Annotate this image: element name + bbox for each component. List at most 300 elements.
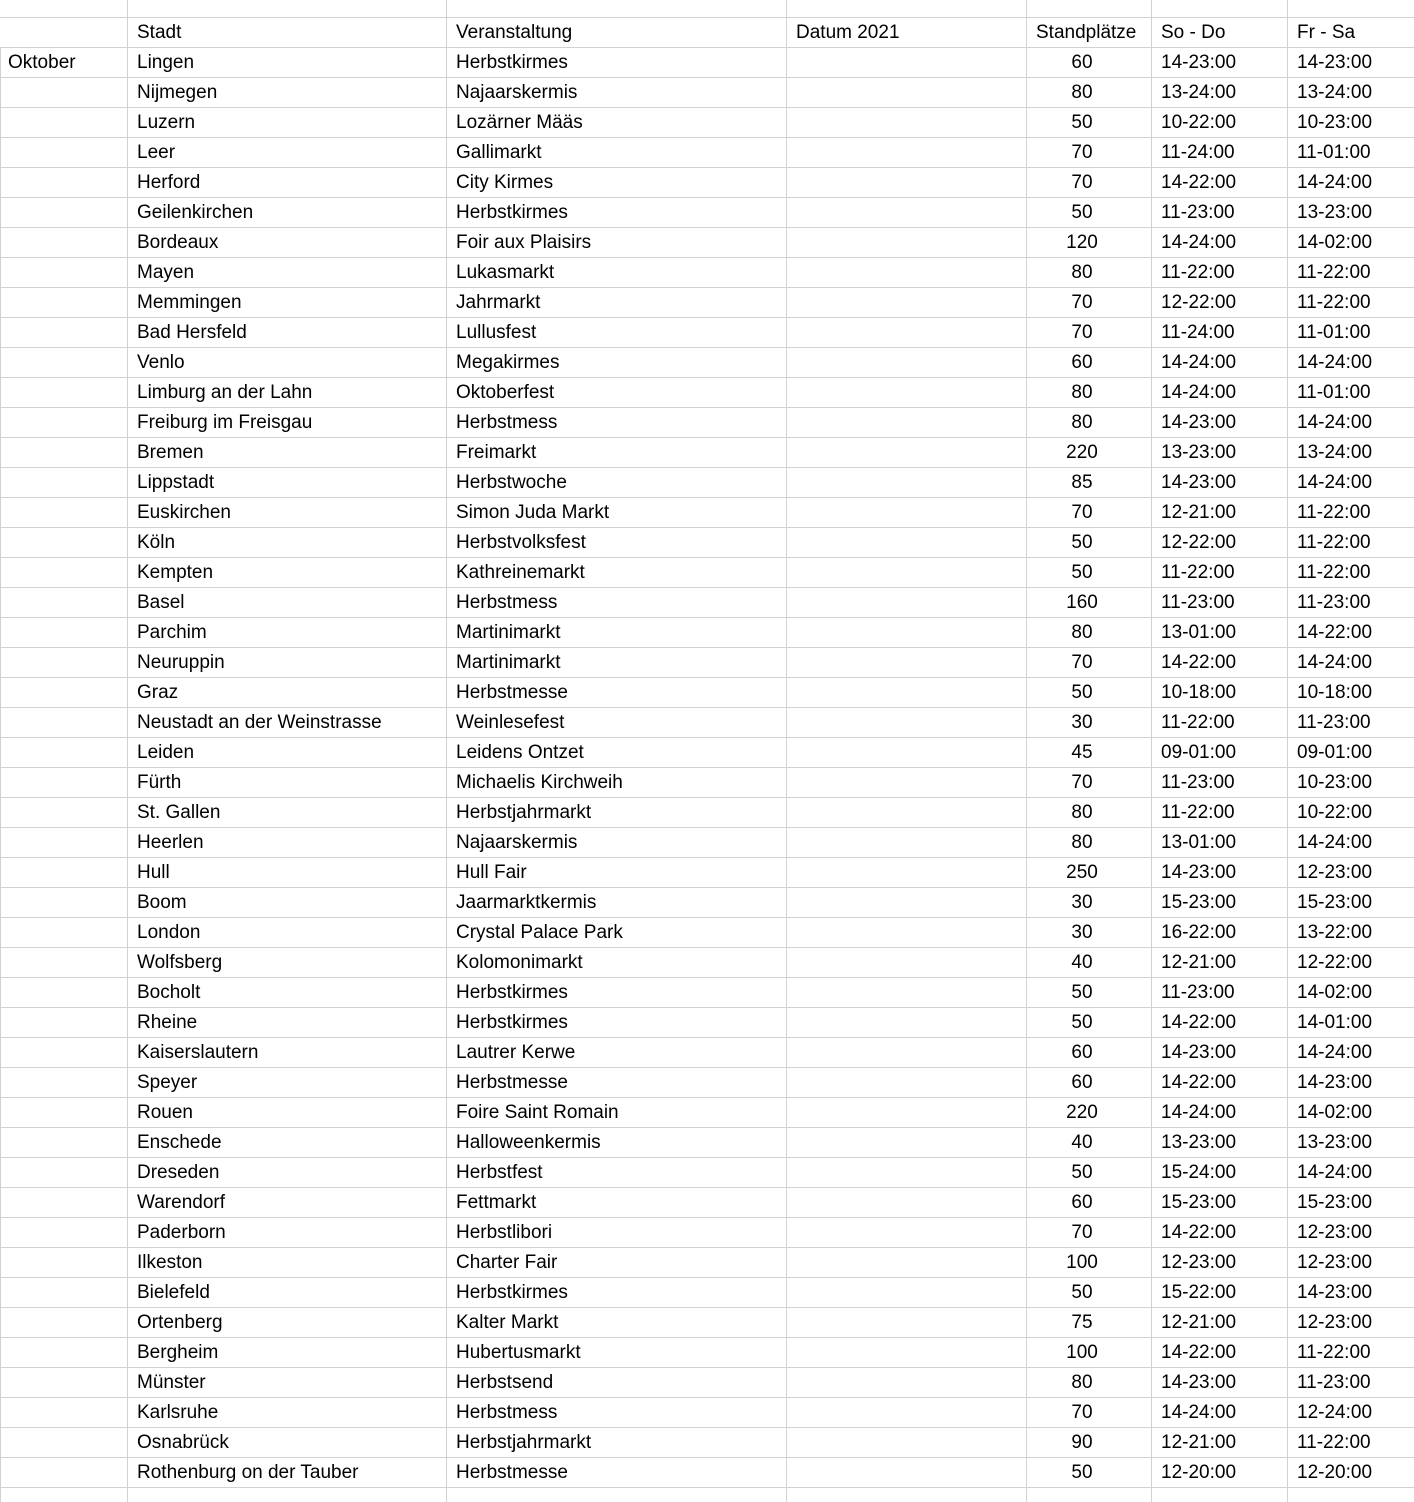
cell-standplaetze[interactable]: 80 — [1027, 798, 1152, 828]
cell-standplaetze[interactable]: 80 — [1027, 408, 1152, 438]
cell-fr-sa[interactable]: 13-23:00 — [1288, 198, 1414, 228]
cell-veranstaltung[interactable]: Herbstwoche — [447, 468, 787, 498]
cell-veranstaltung[interactable]: Simon Juda Markt — [447, 498, 787, 528]
cell-datum[interactable] — [787, 198, 1027, 228]
cell-fr-sa[interactable]: 10-22:00 — [1288, 798, 1414, 828]
cell-so-do[interactable]: 14-22:00 — [1152, 1008, 1288, 1038]
cell-veranstaltung[interactable]: Foire Saint Romain — [447, 1098, 787, 1128]
cell-stadt[interactable]: Leiden — [128, 738, 447, 768]
cell-so-do[interactable]: 11-23:00 — [1152, 768, 1288, 798]
cell-standplaetze[interactable]: 100 — [1027, 1248, 1152, 1278]
cell-so-do[interactable]: 11-23:00 — [1152, 978, 1288, 1008]
cell-month[interactable] — [0, 888, 128, 918]
cell-so-do[interactable]: 11-24:00 — [1152, 318, 1288, 348]
cell-veranstaltung[interactable]: Gallimarkt — [447, 138, 787, 168]
cell-fr-sa[interactable]: 14-24:00 — [1288, 168, 1414, 198]
cell-month[interactable] — [0, 738, 128, 768]
cell-stadt[interactable]: Münster — [128, 1368, 447, 1398]
cell-stadt[interactable]: Neuruppin — [128, 648, 447, 678]
cell-stadt[interactable]: Euskirchen — [128, 498, 447, 528]
cell-datum[interactable] — [787, 1338, 1027, 1368]
header-standplaetze[interactable]: Standplätze — [1027, 18, 1152, 48]
cell-standplaetze[interactable]: 50 — [1027, 198, 1152, 228]
cell-fr-sa[interactable]: 14-23:00 — [1288, 1278, 1414, 1308]
table-row[interactable] — [0, 738, 1414, 768]
table-row[interactable] — [0, 1398, 1414, 1428]
cell-stadt[interactable]: Leer — [128, 138, 447, 168]
cell-so-do[interactable]: 14-24:00 — [1152, 348, 1288, 378]
cell-veranstaltung[interactable]: Charter Fair — [447, 1248, 787, 1278]
cell-stadt[interactable]: Limburg an der Lahn — [128, 378, 447, 408]
cell-fr-sa[interactable]: 11-23:00 — [1288, 1368, 1414, 1398]
cell-month[interactable] — [0, 378, 128, 408]
cell-so-do[interactable]: 11-23:00 — [1152, 588, 1288, 618]
cell-month[interactable] — [0, 288, 128, 318]
cell-standplaetze[interactable]: 70 — [1027, 288, 1152, 318]
cell-month[interactable] — [0, 1098, 128, 1128]
cell-datum[interactable] — [787, 498, 1027, 528]
cell-fr-sa[interactable]: 13-23:00 — [1288, 1128, 1414, 1158]
cell-so-do[interactable]: 14-22:00 — [1152, 1218, 1288, 1248]
cell-datum[interactable] — [787, 0, 1027, 18]
table-row[interactable] — [0, 468, 1414, 498]
cell-stadt[interactable] — [128, 1488, 447, 1502]
table-row[interactable] — [0, 1128, 1414, 1158]
table-row[interactable] — [0, 198, 1414, 228]
cell-month[interactable] — [0, 978, 128, 1008]
cell-veranstaltung[interactable]: Najaarskermis — [447, 828, 787, 858]
cell-so-do[interactable]: 14-23:00 — [1152, 1368, 1288, 1398]
cell-so-do[interactable]: 12-23:00 — [1152, 1248, 1288, 1278]
cell-standplaetze[interactable]: 80 — [1027, 78, 1152, 108]
cell-datum[interactable] — [787, 1488, 1027, 1502]
table-row[interactable] — [0, 828, 1414, 858]
cell-so-do[interactable]: 14-23:00 — [1152, 1038, 1288, 1068]
cell-stadt[interactable]: Graz — [128, 678, 447, 708]
cell-stadt[interactable]: Köln — [128, 528, 447, 558]
cell-veranstaltung[interactable]: Lukasmarkt — [447, 258, 787, 288]
cell-so-do[interactable]: 13-01:00 — [1152, 618, 1288, 648]
cell-so-do[interactable]: 12-22:00 — [1152, 528, 1288, 558]
cell-datum[interactable] — [787, 108, 1027, 138]
cell-standplaetze[interactable]: 50 — [1027, 1278, 1152, 1308]
cell-fr-sa[interactable]: 12-22:00 — [1288, 948, 1414, 978]
cell-datum[interactable] — [787, 1038, 1027, 1068]
cell-so-do[interactable]: 12-21:00 — [1152, 498, 1288, 528]
table-row[interactable] — [0, 768, 1414, 798]
cell-standplaetze[interactable]: 60 — [1027, 1068, 1152, 1098]
cell-fr-sa[interactable]: 14-02:00 — [1288, 228, 1414, 258]
table-row[interactable] — [0, 1458, 1414, 1488]
cell-standplaetze[interactable]: 45 — [1027, 738, 1152, 768]
cell-veranstaltung[interactable]: Foir aux Plaisirs — [447, 228, 787, 258]
cell-stadt[interactable]: Hull — [128, 858, 447, 888]
cell-stadt[interactable]: Parchim — [128, 618, 447, 648]
cell-standplaetze[interactable]: 80 — [1027, 1368, 1152, 1398]
cell-month[interactable] — [0, 678, 128, 708]
cell-stadt[interactable]: Osnabrück — [128, 1428, 447, 1458]
cell-veranstaltung[interactable] — [447, 1488, 787, 1502]
cell-month[interactable] — [0, 588, 128, 618]
cell-stadt[interactable]: Memmingen — [128, 288, 447, 318]
cell-standplaetze[interactable]: 60 — [1027, 1188, 1152, 1218]
cell-veranstaltung[interactable]: Herbstkirmes — [447, 1008, 787, 1038]
cell-so-do[interactable]: 12-21:00 — [1152, 948, 1288, 978]
cell-month[interactable] — [0, 948, 128, 978]
cell-datum[interactable] — [787, 318, 1027, 348]
cell-month[interactable]: Oktober — [0, 48, 128, 78]
cell-datum[interactable] — [787, 1218, 1027, 1248]
table-row[interactable] — [0, 1098, 1414, 1128]
cell-veranstaltung[interactable]: Oktoberfest — [447, 378, 787, 408]
table-row[interactable] — [0, 588, 1414, 618]
table-row[interactable] — [0, 798, 1414, 828]
cell-standplaetze[interactable]: 80 — [1027, 618, 1152, 648]
cell-fr-sa[interactable]: 12-23:00 — [1288, 1308, 1414, 1338]
cell-standplaetze[interactable]: 160 — [1027, 588, 1152, 618]
cell-veranstaltung[interactable]: Megakirmes — [447, 348, 787, 378]
cell-veranstaltung[interactable]: Herbstvolksfest — [447, 528, 787, 558]
cell-month[interactable] — [0, 468, 128, 498]
cell-datum[interactable] — [787, 708, 1027, 738]
cell-datum[interactable] — [787, 528, 1027, 558]
cell-datum[interactable] — [787, 558, 1027, 588]
cell-standplaetze[interactable] — [1027, 1488, 1152, 1502]
cell-datum[interactable] — [787, 228, 1027, 258]
cell-datum[interactable] — [787, 1248, 1027, 1278]
cell-datum[interactable] — [787, 948, 1027, 978]
cell-fr-sa[interactable]: 12-23:00 — [1288, 1218, 1414, 1248]
cell-fr-sa[interactable]: 09-01:00 — [1288, 738, 1414, 768]
cell-fr-sa[interactable]: 14-24:00 — [1288, 348, 1414, 378]
cell-fr-sa[interactable]: 10-23:00 — [1288, 768, 1414, 798]
cell-datum[interactable] — [787, 888, 1027, 918]
cell-fr-sa[interactable]: 11-01:00 — [1288, 138, 1414, 168]
cell-veranstaltung[interactable]: Lautrer Kerwe — [447, 1038, 787, 1068]
cell-so-do[interactable]: 10-18:00 — [1152, 678, 1288, 708]
cell-datum[interactable] — [787, 78, 1027, 108]
cell-so-do[interactable]: 11-22:00 — [1152, 708, 1288, 738]
header-so-do[interactable]: So - Do — [1152, 18, 1288, 48]
cell-veranstaltung[interactable]: Najaarskermis — [447, 78, 787, 108]
cell-stadt[interactable]: Paderborn — [128, 1218, 447, 1248]
cell-fr-sa[interactable]: 11-22:00 — [1288, 528, 1414, 558]
cell-stadt[interactable]: Lippstadt — [128, 468, 447, 498]
cell-veranstaltung[interactable]: Herbstkirmes — [447, 1278, 787, 1308]
cell-fr-sa[interactable] — [1288, 0, 1414, 18]
cell-month[interactable] — [0, 1428, 128, 1458]
cell-fr-sa[interactable]: 14-24:00 — [1288, 408, 1414, 438]
table-row[interactable] — [0, 228, 1414, 258]
cell-so-do[interactable]: 13-23:00 — [1152, 438, 1288, 468]
header-stadt[interactable]: Stadt — [128, 18, 447, 48]
cell-datum[interactable] — [787, 438, 1027, 468]
cell-month[interactable] — [0, 108, 128, 138]
cell-month[interactable] — [0, 1248, 128, 1278]
table-row[interactable] — [0, 168, 1414, 198]
cell-fr-sa[interactable]: 11-22:00 — [1288, 558, 1414, 588]
cell-veranstaltung[interactable]: Herbstkirmes — [447, 198, 787, 228]
cell-fr-sa[interactable]: 14-22:00 — [1288, 618, 1414, 648]
cell-month[interactable] — [0, 918, 128, 948]
cell-so-do[interactable]: 15-23:00 — [1152, 888, 1288, 918]
cell-so-do[interactable]: 11-22:00 — [1152, 558, 1288, 588]
cell-so-do[interactable]: 11-23:00 — [1152, 198, 1288, 228]
cell-stadt[interactable]: Bielefeld — [128, 1278, 447, 1308]
cell-month[interactable] — [0, 498, 128, 528]
header-veranstaltung[interactable]: Veranstaltung — [447, 18, 787, 48]
cell-fr-sa[interactable]: 11-22:00 — [1288, 1338, 1414, 1368]
cell-fr-sa[interactable]: 12-24:00 — [1288, 1398, 1414, 1428]
cell-datum[interactable] — [787, 258, 1027, 288]
cell-month[interactable] — [0, 1338, 128, 1368]
cell-month[interactable] — [0, 1008, 128, 1038]
cell-datum[interactable] — [787, 1068, 1027, 1098]
cell-fr-sa[interactable]: 15-23:00 — [1288, 1188, 1414, 1218]
cell-stadt[interactable]: Karlsruhe — [128, 1398, 447, 1428]
cell-datum[interactable] — [787, 408, 1027, 438]
cell-veranstaltung[interactable]: Kalter Markt — [447, 1308, 787, 1338]
cell-so-do[interactable]: 12-21:00 — [1152, 1308, 1288, 1338]
table-row[interactable] — [0, 78, 1414, 108]
table-row[interactable] — [0, 1308, 1414, 1338]
cell-datum[interactable] — [787, 1368, 1027, 1398]
cell-standplaetze[interactable]: 250 — [1027, 858, 1152, 888]
cell-veranstaltung[interactable]: Herbstjahrmarkt — [447, 1428, 787, 1458]
cell-standplaetze[interactable]: 60 — [1027, 1038, 1152, 1068]
cell-month[interactable] — [0, 1308, 128, 1338]
cell-month[interactable] — [0, 618, 128, 648]
cell-so-do[interactable]: 14-22:00 — [1152, 1068, 1288, 1098]
table-row[interactable] — [0, 258, 1414, 288]
cell-veranstaltung[interactable]: Herbstfest — [447, 1158, 787, 1188]
table-row[interactable] — [0, 558, 1414, 588]
cell-so-do[interactable]: 14-24:00 — [1152, 378, 1288, 408]
cell-datum[interactable] — [787, 138, 1027, 168]
cell-datum[interactable] — [787, 1098, 1027, 1128]
cell-so-do[interactable]: 14-23:00 — [1152, 468, 1288, 498]
cell-month[interactable] — [0, 1218, 128, 1248]
cell-stadt[interactable]: London — [128, 918, 447, 948]
cell-stadt[interactable]: Kempten — [128, 558, 447, 588]
cell-standplaetze[interactable]: 70 — [1027, 168, 1152, 198]
cell-standplaetze[interactable]: 70 — [1027, 138, 1152, 168]
cell-veranstaltung[interactable]: Herbstmesse — [447, 1068, 787, 1098]
cell-standplaetze[interactable]: 30 — [1027, 888, 1152, 918]
cell-standplaetze[interactable]: 80 — [1027, 378, 1152, 408]
cell-fr-sa[interactable]: 11-01:00 — [1288, 378, 1414, 408]
cell-so-do[interactable]: 12-22:00 — [1152, 288, 1288, 318]
cell-fr-sa[interactable]: 12-23:00 — [1288, 1248, 1414, 1278]
cell-veranstaltung[interactable]: Michaelis Kirchweih — [447, 768, 787, 798]
cell-datum[interactable] — [787, 1188, 1027, 1218]
cell-fr-sa[interactable]: 13-22:00 — [1288, 918, 1414, 948]
cell-month[interactable] — [0, 828, 128, 858]
cell-standplaetze[interactable]: 50 — [1027, 978, 1152, 1008]
cell-veranstaltung[interactable]: Fettmarkt — [447, 1188, 787, 1218]
cell-fr-sa[interactable] — [1288, 1488, 1414, 1502]
cell-fr-sa[interactable]: 12-20:00 — [1288, 1458, 1414, 1488]
table-row[interactable] — [0, 348, 1414, 378]
cell-standplaetze[interactable]: 70 — [1027, 498, 1152, 528]
cell-veranstaltung[interactable]: Halloweenkermis — [447, 1128, 787, 1158]
cell-month[interactable] — [0, 528, 128, 558]
table-row[interactable] — [0, 138, 1414, 168]
cell-fr-sa[interactable]: 12-23:00 — [1288, 858, 1414, 888]
cell-veranstaltung[interactable]: Herbstkirmes — [447, 978, 787, 1008]
table-row[interactable] — [0, 1008, 1414, 1038]
cell-so-do[interactable]: 14-24:00 — [1152, 228, 1288, 258]
cell-standplaetze[interactable]: 70 — [1027, 768, 1152, 798]
cell-stadt[interactable]: Rothenburg on der Tauber — [128, 1458, 447, 1488]
cell-standplaetze[interactable]: 40 — [1027, 1128, 1152, 1158]
cell-stadt[interactable]: Nijmegen — [128, 78, 447, 108]
cell-so-do[interactable]: 15-24:00 — [1152, 1158, 1288, 1188]
cell-standplaetze[interactable]: 50 — [1027, 1458, 1152, 1488]
cell-veranstaltung[interactable]: Herbstsend — [447, 1368, 787, 1398]
cell-stadt[interactable]: Kaiserslautern — [128, 1038, 447, 1068]
header-empty[interactable] — [0, 18, 128, 48]
table-row[interactable] — [0, 978, 1414, 1008]
cell-stadt[interactable]: St. Gallen — [128, 798, 447, 828]
cell-fr-sa[interactable]: 11-22:00 — [1288, 288, 1414, 318]
cell-month[interactable] — [0, 798, 128, 828]
cell-datum[interactable] — [787, 1398, 1027, 1428]
cell-month[interactable] — [0, 1458, 128, 1488]
cell-fr-sa[interactable]: 10-23:00 — [1288, 108, 1414, 138]
cell-stadt[interactable]: Freiburg im Freisgau — [128, 408, 447, 438]
cell-fr-sa[interactable]: 14-02:00 — [1288, 978, 1414, 1008]
cell-veranstaltung[interactable]: Hull Fair — [447, 858, 787, 888]
table-row[interactable] — [0, 1038, 1414, 1068]
cell-veranstaltung[interactable]: Martinimarkt — [447, 618, 787, 648]
cell-standplaetze[interactable]: 30 — [1027, 918, 1152, 948]
cell-month[interactable] — [0, 438, 128, 468]
cell-so-do[interactable]: 16-22:00 — [1152, 918, 1288, 948]
table-row[interactable] — [0, 918, 1414, 948]
cell-veranstaltung[interactable]: Hubertusmarkt — [447, 1338, 787, 1368]
cell-fr-sa[interactable]: 14-24:00 — [1288, 648, 1414, 678]
cell-fr-sa[interactable]: 11-22:00 — [1288, 498, 1414, 528]
cell-month[interactable] — [0, 648, 128, 678]
cell-so-do[interactable]: 13-24:00 — [1152, 78, 1288, 108]
cell-standplaetze[interactable]: 80 — [1027, 258, 1152, 288]
cell-fr-sa[interactable]: 14-23:00 — [1288, 1068, 1414, 1098]
table-row[interactable] — [0, 948, 1414, 978]
cell-datum[interactable] — [787, 828, 1027, 858]
cell-veranstaltung[interactable]: Herbstmess — [447, 588, 787, 618]
cell-datum[interactable] — [787, 48, 1027, 78]
cell-so-do[interactable] — [1152, 1488, 1288, 1502]
cell-veranstaltung[interactable]: Herbstlibori — [447, 1218, 787, 1248]
cell-veranstaltung[interactable] — [447, 0, 787, 18]
table-row[interactable] — [0, 858, 1414, 888]
cell-fr-sa[interactable]: 11-22:00 — [1288, 258, 1414, 288]
cell-so-do[interactable]: 13-01:00 — [1152, 828, 1288, 858]
cell-stadt[interactable]: Rouen — [128, 1098, 447, 1128]
cell-stadt[interactable]: Venlo — [128, 348, 447, 378]
cell-standplaetze[interactable]: 60 — [1027, 48, 1152, 78]
cell-month[interactable] — [0, 1398, 128, 1428]
cell-datum[interactable] — [787, 978, 1027, 1008]
cell-stadt[interactable]: Basel — [128, 588, 447, 618]
table-row[interactable] — [0, 498, 1414, 528]
cell-so-do[interactable]: 12-21:00 — [1152, 1428, 1288, 1458]
cell-stadt[interactable]: Bocholt — [128, 978, 447, 1008]
cell-so-do[interactable]: 14-22:00 — [1152, 168, 1288, 198]
table-row[interactable] — [0, 438, 1414, 468]
cell-standplaetze[interactable] — [1027, 0, 1152, 18]
cell-standplaetze[interactable]: 90 — [1027, 1428, 1152, 1458]
cell-stadt[interactable]: Dreseden — [128, 1158, 447, 1188]
cell-stadt[interactable]: Rheine — [128, 1008, 447, 1038]
cell-standplaetze[interactable]: 120 — [1027, 228, 1152, 258]
cell-month[interactable] — [0, 1128, 128, 1158]
cell-fr-sa[interactable]: 14-24:00 — [1288, 1158, 1414, 1188]
table-row[interactable] — [0, 378, 1414, 408]
cell-datum[interactable] — [787, 1158, 1027, 1188]
cell-standplaetze[interactable]: 50 — [1027, 1008, 1152, 1038]
cell-month[interactable] — [0, 1158, 128, 1188]
cell-month[interactable] — [0, 228, 128, 258]
cell-standplaetze[interactable]: 220 — [1027, 438, 1152, 468]
cell-veranstaltung[interactable]: City Kirmes — [447, 168, 787, 198]
cell-standplaetze[interactable]: 100 — [1027, 1338, 1152, 1368]
cell-datum[interactable] — [787, 348, 1027, 378]
cell-so-do[interactable]: 15-22:00 — [1152, 1278, 1288, 1308]
table-row[interactable] — [0, 408, 1414, 438]
cell-stadt[interactable]: Mayen — [128, 258, 447, 288]
cell-datum[interactable] — [787, 1008, 1027, 1038]
cell-datum[interactable] — [787, 468, 1027, 498]
cell-stadt[interactable]: Bordeaux — [128, 228, 447, 258]
cell-month[interactable] — [0, 258, 128, 288]
cell-month[interactable] — [0, 78, 128, 108]
cell-veranstaltung[interactable]: Lullusfest — [447, 318, 787, 348]
cell-month[interactable] — [0, 348, 128, 378]
cell-month[interactable] — [0, 138, 128, 168]
cell-month[interactable] — [0, 1488, 128, 1502]
table-row[interactable] — [0, 888, 1414, 918]
cell-month[interactable] — [0, 1278, 128, 1308]
cell-standplaetze[interactable]: 50 — [1027, 528, 1152, 558]
cell-fr-sa[interactable]: 14-02:00 — [1288, 1098, 1414, 1128]
cell-fr-sa[interactable]: 14-01:00 — [1288, 1008, 1414, 1038]
cell-datum[interactable] — [787, 1278, 1027, 1308]
table-row[interactable] — [0, 318, 1414, 348]
cell-fr-sa[interactable]: 14-24:00 — [1288, 828, 1414, 858]
cell-datum[interactable] — [787, 1308, 1027, 1338]
table-row[interactable] — [0, 1368, 1414, 1398]
table-row[interactable] — [0, 1188, 1414, 1218]
cell-standplaetze[interactable]: 85 — [1027, 468, 1152, 498]
cell-veranstaltung[interactable]: Herbstkirmes — [447, 48, 787, 78]
cell-veranstaltung[interactable]: Leidens Ontzet — [447, 738, 787, 768]
table-row[interactable] — [0, 1068, 1414, 1098]
cell-fr-sa[interactable]: 11-22:00 — [1288, 1428, 1414, 1458]
cell-fr-sa[interactable]: 11-01:00 — [1288, 318, 1414, 348]
table-row[interactable] — [0, 678, 1414, 708]
cell-stadt[interactable]: Bergheim — [128, 1338, 447, 1368]
cell-stadt[interactable]: Wolfsberg — [128, 948, 447, 978]
cell-fr-sa[interactable]: 13-24:00 — [1288, 438, 1414, 468]
cell-veranstaltung[interactable]: Kolomonimarkt — [447, 948, 787, 978]
cell-veranstaltung[interactable]: Herbstmess — [447, 1398, 787, 1428]
cell-month[interactable] — [0, 198, 128, 228]
cell-datum[interactable] — [787, 648, 1027, 678]
cell-so-do[interactable]: 15-23:00 — [1152, 1188, 1288, 1218]
cell-fr-sa[interactable]: 13-24:00 — [1288, 78, 1414, 108]
